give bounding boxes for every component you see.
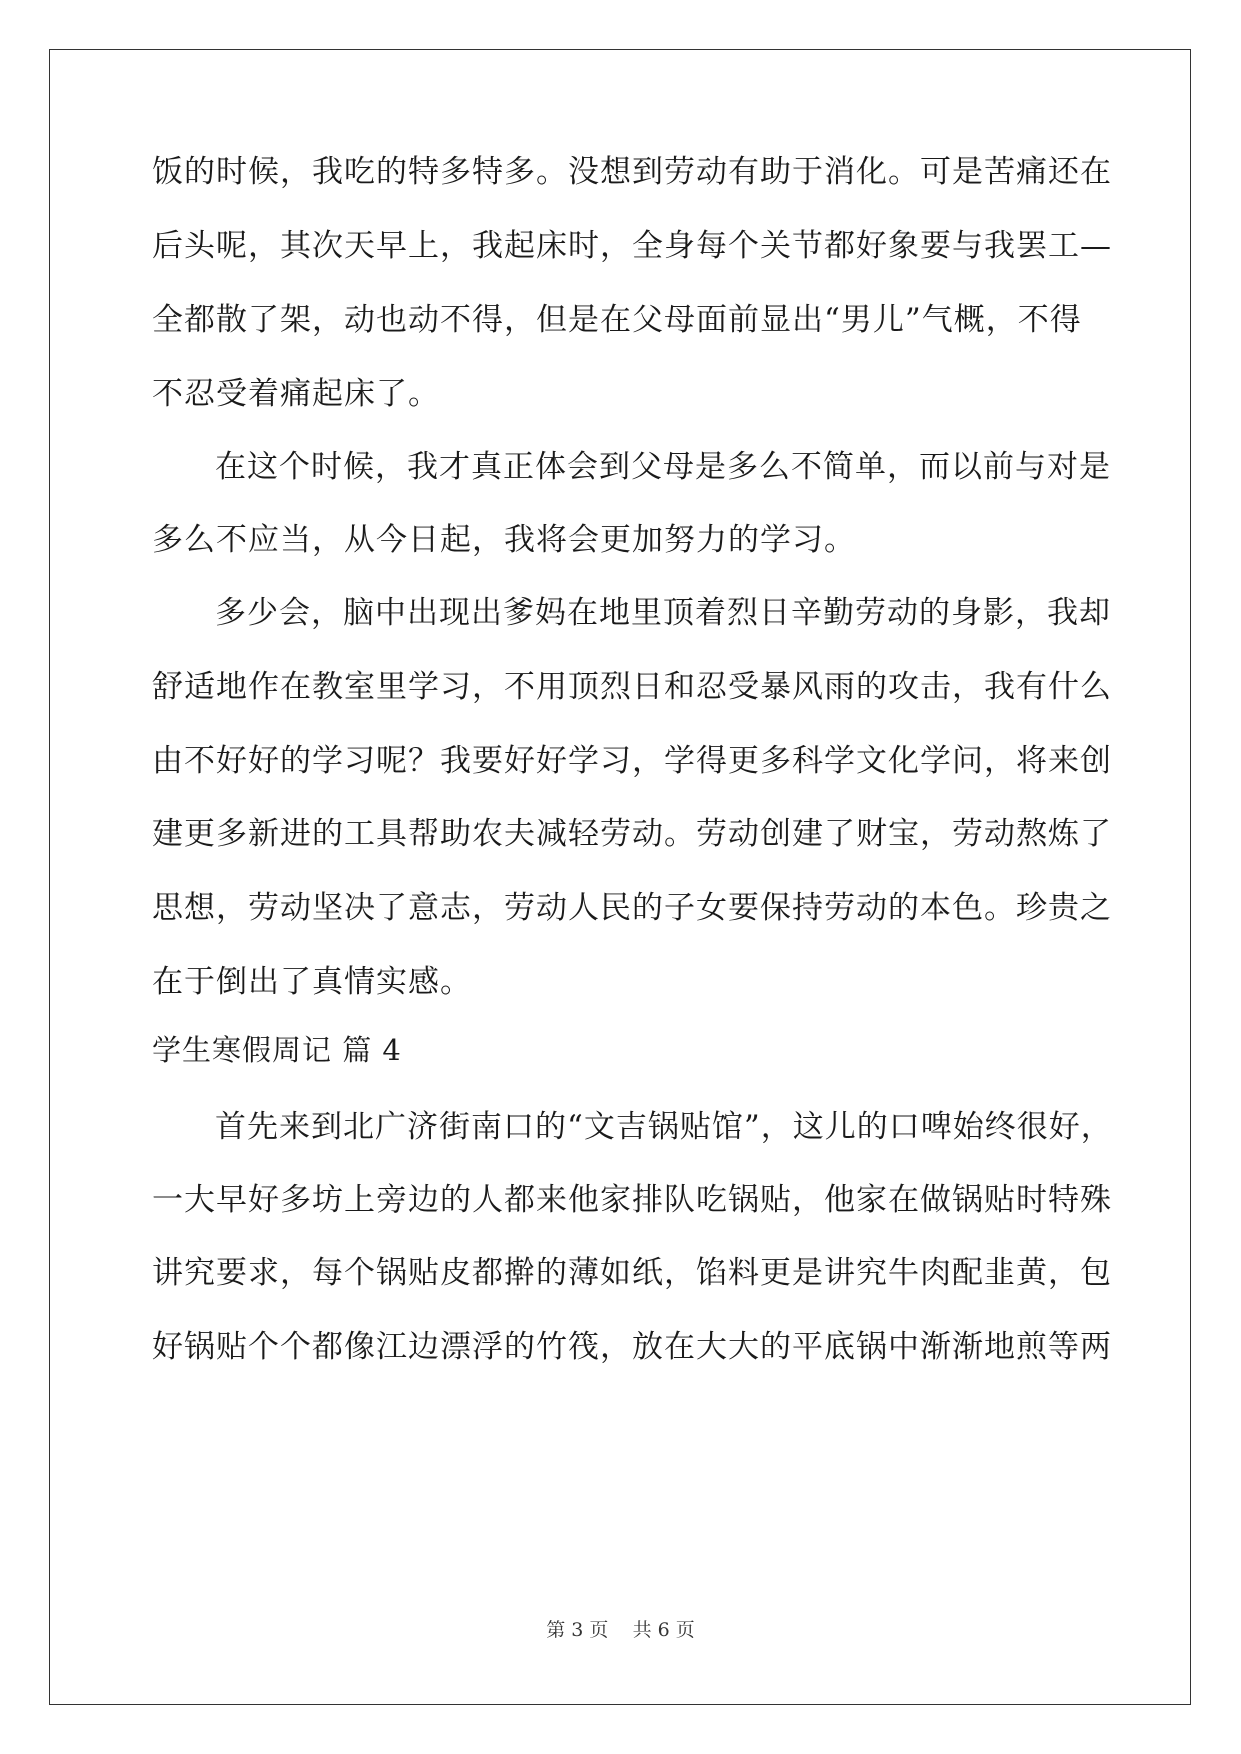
body-line: 全都散了架，动也动不得，但是在父母面前显出“男儿”气概，不得 bbox=[152, 302, 1082, 338]
body-line: 多么不应当，从今日起，我将会更加努力的学习。 bbox=[152, 522, 856, 558]
paragraph-first-line: 在这个时候，我才真正体会到父母是多么不简单，而以前与对是 bbox=[215, 449, 1111, 485]
paragraph-first-line: 首先来到北广济街南口的“文吉锅贴馆”，这儿的口啤始终很好， bbox=[215, 1109, 1113, 1145]
paragraph-first-line: 多少会，脑中出现出爹妈在地里顶着烈日辛勤劳动的身影，我却 bbox=[215, 595, 1111, 631]
body-line: 饭的时候，我吃的特多特多。没想到劳动有助于消化。可是苦痛还在 bbox=[152, 154, 1112, 190]
body-line: 后头呢，其次天早上，我起床时，全身每个关节都好象要与我罢工— bbox=[152, 228, 1112, 264]
page-frame bbox=[49, 49, 1191, 1705]
body-line: 舒适地作在教室里学习，不用顶烈日和忍受暴风雨的攻击，我有什么 bbox=[152, 669, 1112, 705]
page-number-footer: 第 3 页 共 6 页 bbox=[546, 1619, 695, 1641]
body-line: 建更多新进的工具帮助农夫减轻劳动。劳动创建了财宝，劳动熬炼了 bbox=[152, 816, 1112, 852]
body-line: 思想，劳动坚决了意志，劳动人民的子女要保持劳动的本色。珍贵之 bbox=[152, 890, 1112, 926]
body-line: 好锅贴个个都像江边漂浮的竹筏，放在大大的平底锅中渐渐地煎等两 bbox=[152, 1329, 1112, 1365]
body-line: 一大早好多坊上旁边的人都来他家排队吃锅贴，他家在做锅贴时特殊 bbox=[152, 1182, 1112, 1218]
body-line: 不忍受着痛起床了。 bbox=[152, 376, 440, 412]
body-line: 由不好好的学习呢？我要好好学习，学得更多科学文化学问，将来创 bbox=[152, 743, 1112, 779]
body-line: 在于倒出了真情实感。 bbox=[152, 964, 472, 1000]
body-line: 讲究要求，每个锅贴皮都擀的薄如纸，馅料更是讲究牛肉配韭黄，包 bbox=[152, 1255, 1112, 1291]
section-heading: 学生寒假周记 篇 4 bbox=[152, 1033, 402, 1067]
